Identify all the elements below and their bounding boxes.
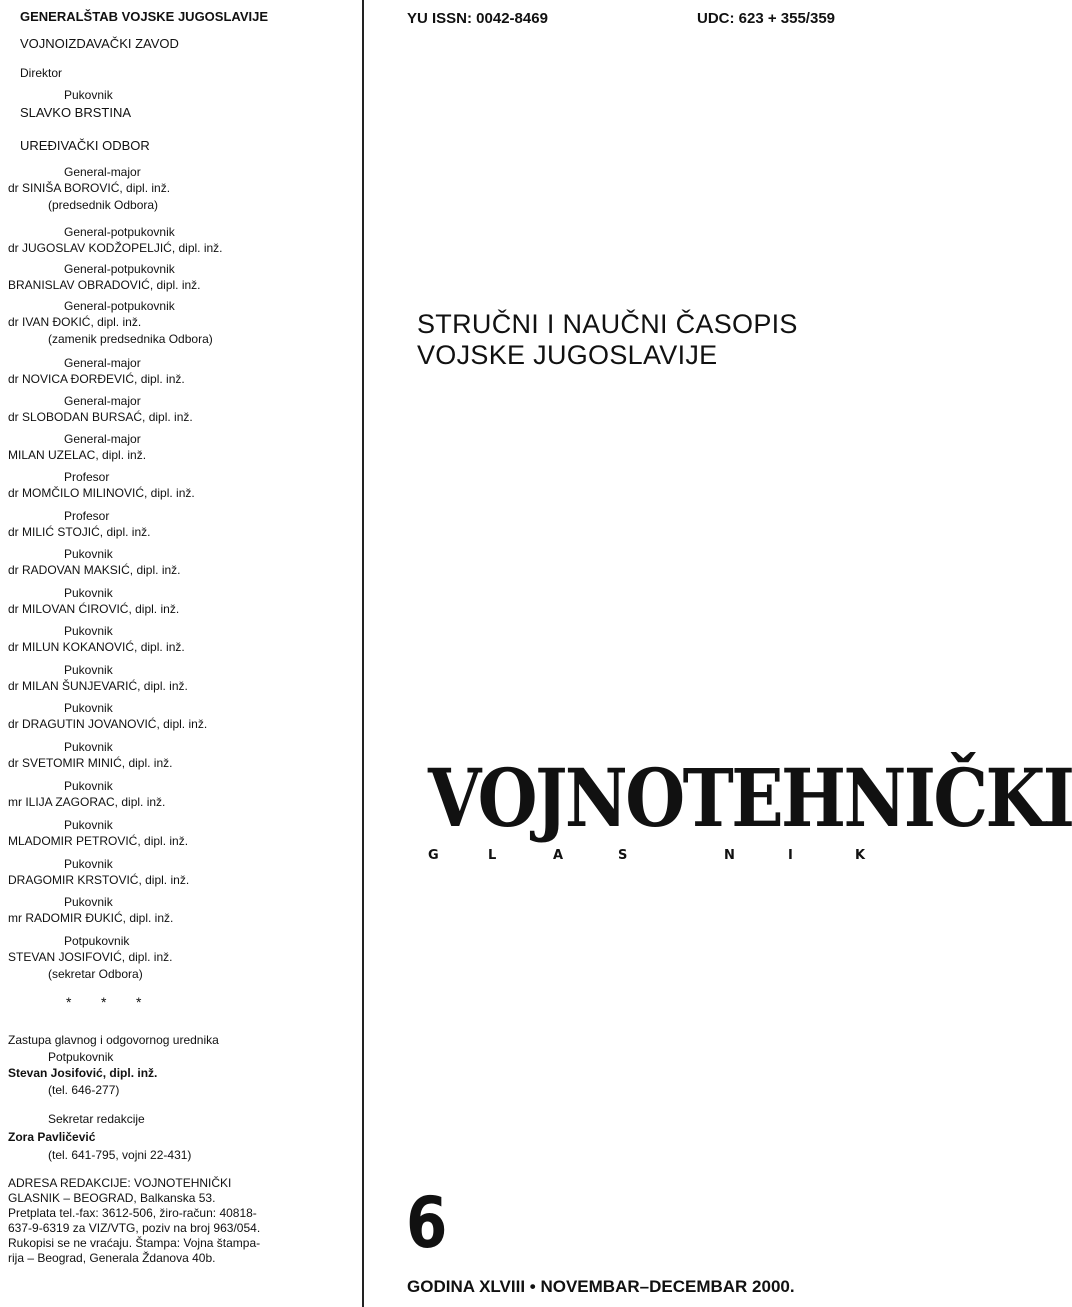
stars-separator [66, 994, 171, 1010]
board-member-rank: Profesor [64, 470, 110, 484]
board-member-rank: General-major [64, 165, 141, 179]
director-rank: Pukovnik [64, 88, 113, 102]
board-member-name: BRANISLAV OBRADOVIĆ, dipl. inž. [8, 278, 201, 292]
logo-letter: N [724, 848, 735, 863]
board-member-rank: Pukovnik [64, 624, 113, 638]
year-and-date: GODINA XLVIII • NOVEMBAR–DECEMBAR 2000. [407, 1277, 795, 1296]
address-line: ADRESA REDAKCIJE: VOJNOTEHNIČKI [8, 1176, 232, 1190]
logo-letter: A [553, 848, 564, 863]
board-member-name: dr IVAN ĐOKIĆ, dipl. inž. [8, 315, 142, 329]
journal-logo-title: VOJNOTEHNIČKI [428, 751, 1072, 845]
deputy-rank: Potpukovnik [48, 1050, 114, 1064]
board-member-name: dr MOMČILO MILINOVIĆ, dipl. inž. [8, 486, 195, 500]
board-member-name: dr SVETOMIR MINIĆ, dipl. inž. [8, 756, 173, 770]
logo-letter: I [788, 848, 793, 863]
board-member-rank: General-major [64, 432, 141, 446]
star-glyph: * [136, 994, 142, 1010]
board-member-name: dr RADOVAN MAKSIĆ, dipl. inž. [8, 563, 181, 577]
board-member-name: mr RADOMIR ĐUKIĆ, dipl. inž. [8, 911, 174, 925]
board-member-rank: Pukovnik [64, 547, 113, 561]
deputy-name: Stevan Josifović, dipl. inž. [8, 1066, 158, 1080]
board-member-name: dr SINIŠA BOROVIĆ, dipl. inž. [8, 181, 171, 195]
board-member-name: STEVAN JOSIFOVIĆ, dipl. inž. [8, 950, 173, 964]
board-member-rank: Pukovnik [64, 740, 113, 754]
deputy-label: Zastupa glavnog i odgovornog urednika [8, 1033, 219, 1047]
board-member-rank: Pukovnik [64, 818, 113, 832]
address-line: rija – Beograd, Generala Ždanova 40b. [8, 1251, 216, 1265]
logo-letter: G [428, 848, 439, 863]
board-member-rank: Pukovnik [64, 701, 113, 715]
board-member-rank: Pukovnik [64, 586, 113, 600]
address-line: 637-9-6319 za VIZ/VTG, poziv na broj 963/054. [8, 1221, 261, 1235]
board-member-name: dr DRAGUTIN JOVANOVIĆ, dipl. inž. [8, 717, 208, 731]
star-glyph: * [66, 994, 72, 1010]
board-member-rank: Pukovnik [64, 779, 113, 793]
subtitle-line: STRUČNI I NAUČNI ČASOPIS [417, 309, 798, 339]
secretary-tel: (tel. 641-795, vojni 22-431) [48, 1148, 192, 1162]
board-member-rank: Pukovnik [64, 895, 113, 909]
board-member-name: dr JUGOSLAV KODŽOPELJIĆ, dipl. inž. [8, 241, 223, 255]
publisher-name: VOJNOIZDAVAČKI ZAVOD [20, 36, 179, 51]
journal-subtitle [417, 309, 798, 371]
udc-code: UDC: 623 + 355/359 [697, 10, 836, 27]
board-member-name: MILAN UZELAC, dipl. inž. [8, 448, 147, 462]
board-member-note: (sekretar Odbora) [48, 967, 143, 981]
board-member-rank: General-major [64, 394, 141, 408]
board-member-name: DRAGOMIR KRSTOVIĆ, dipl. inž. [8, 873, 190, 887]
address-block [8, 1176, 358, 1266]
address-line: Pretplata tel.-fax: 3612-506, žiro-račun: 40818- [8, 1206, 257, 1220]
board-title: UREĐIVAČKI ODBOR [20, 138, 150, 153]
secretary-label: Sekretar redakcije [48, 1112, 145, 1126]
journal-logo-subtitle [428, 848, 868, 868]
logo-letter: L [488, 848, 497, 863]
subtitle-line: VOJSKE JUGOSLAVIJE [417, 340, 718, 370]
column-divider [362, 0, 364, 1307]
address-line: GLASNIK – BEOGRAD, Balkanska 53. [8, 1191, 216, 1205]
board-member-name: dr NOVICA ĐORĐEVIĆ, dipl. inž. [8, 372, 185, 386]
board-member-name: dr MILIĆ STOJIĆ, dipl. inž. [8, 525, 151, 539]
logo-letter: K [855, 848, 866, 863]
board-member-name: dr MILUN KOKANOVIĆ, dipl. inž. [8, 640, 185, 654]
board-member-note: (predsednik Odbora) [48, 198, 159, 212]
board-member-name: dr MILOVAN ĆIROVIĆ, dipl. inž. [8, 602, 180, 616]
director-label: Direktor [20, 66, 63, 80]
masthead-column [0, 0, 362, 1307]
board-member-name: MLADOMIR PETROVIĆ, dipl. inž. [8, 834, 189, 848]
board-member-name: dr SLOBODAN BURSAĆ, dipl. inž. [8, 410, 193, 424]
board-member-rank: General-major [64, 356, 141, 370]
director-name: SLAVKO BRSTINA [20, 105, 132, 120]
issn-number: YU ISSN: 0042-8469 [407, 10, 548, 27]
board-member-rank: General-potpukovnik [64, 225, 175, 239]
masthead-header: GENERALŠTAB VOJSKE JUGOSLAVIJE [20, 9, 269, 24]
address-line: Rukopisi se ne vraćaju. Štampa: Vojna štampa- [8, 1236, 261, 1250]
board-member-name: mr ILIJA ZAGORAC, dipl. inž. [8, 795, 166, 809]
board-member-rank: General-potpukovnik [64, 262, 175, 276]
board-member-rank: Pukovnik [64, 857, 113, 871]
board-member-rank: Profesor [64, 509, 110, 523]
board-member-rank: Pukovnik [64, 663, 113, 677]
board-member-rank: General-potpukovnik [64, 299, 175, 313]
board-member-rank: Potpukovnik [64, 934, 130, 948]
board-member-name: dr MILAN ŠUNJEVARIĆ, dipl. inž. [8, 679, 188, 693]
deputy-tel: (tel. 646-277) [48, 1083, 120, 1097]
star-glyph: * [101, 994, 107, 1010]
issue-number: 6 [406, 1182, 448, 1264]
secretary-name: Zora Pavličević [8, 1130, 96, 1144]
logo-letter: S [618, 848, 628, 863]
board-member-note: (zamenik predsednika Odbora) [48, 332, 213, 346]
